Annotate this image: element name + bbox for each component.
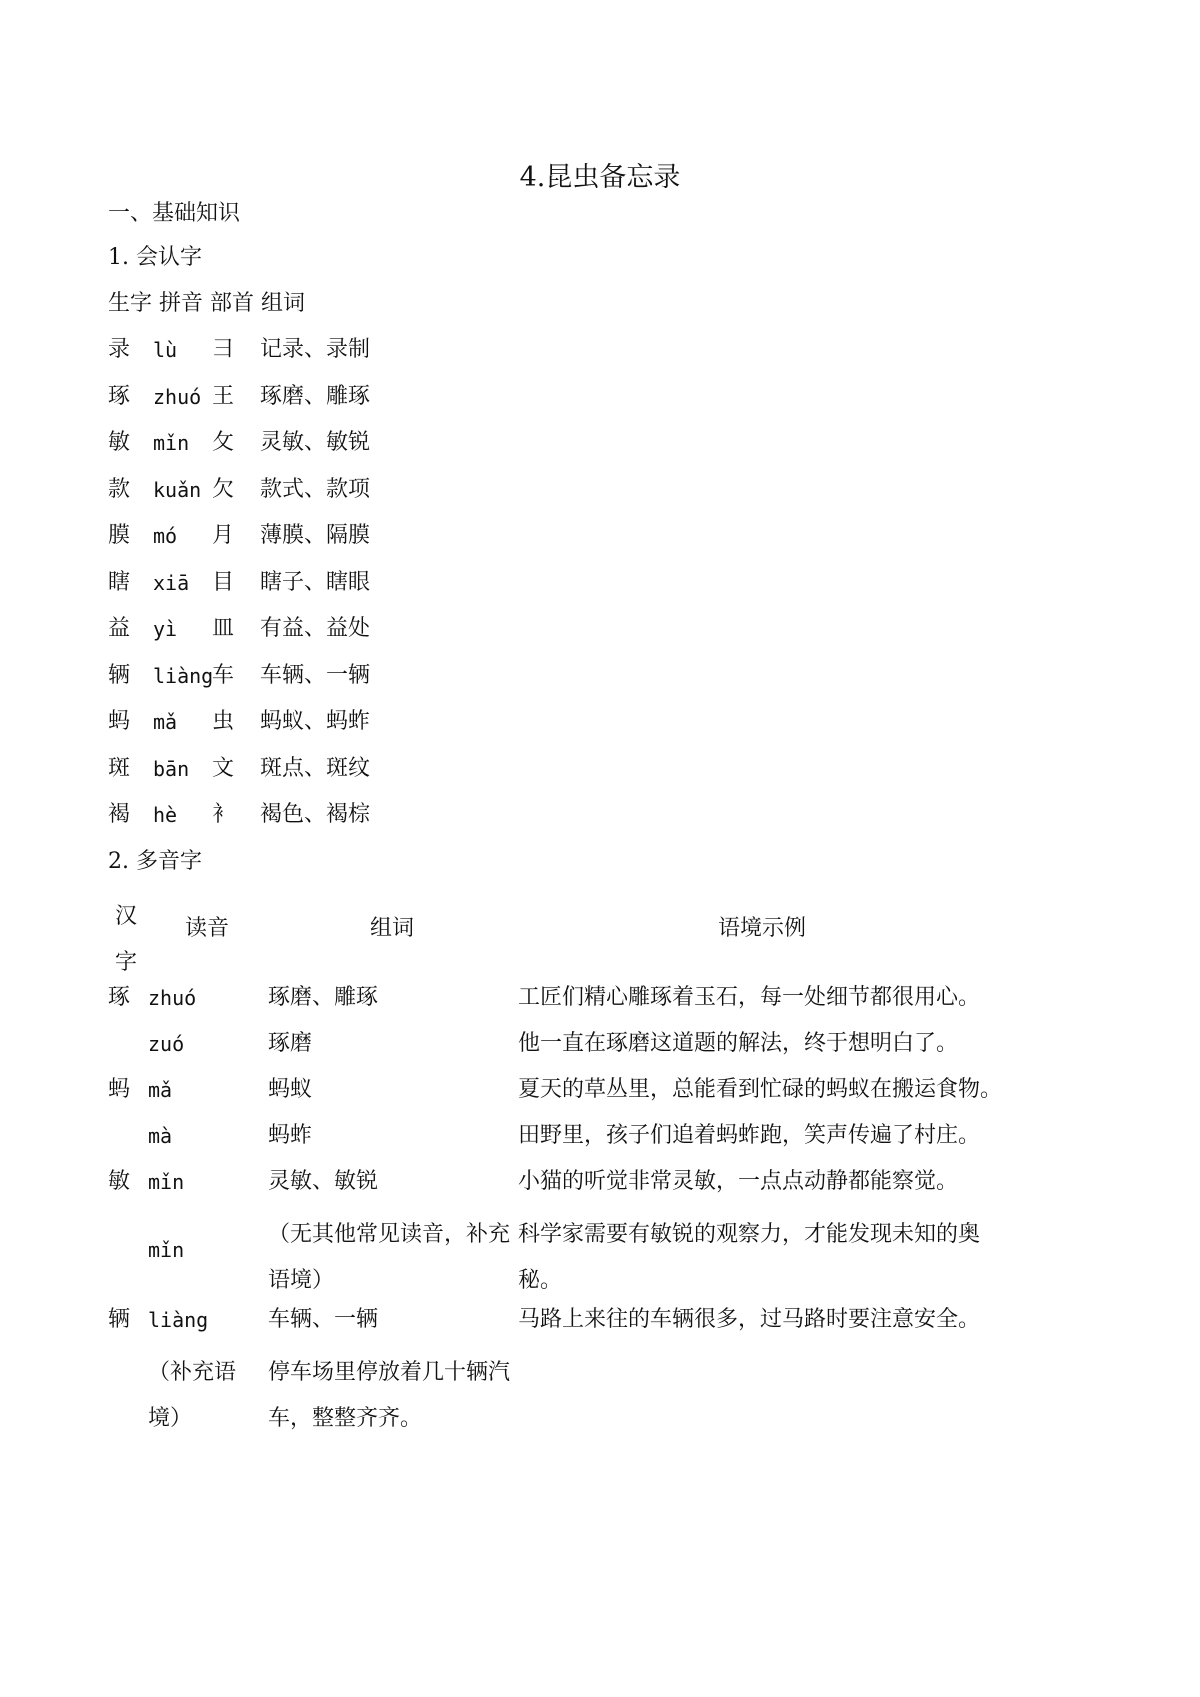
recognize-pinyin: mǎ — [153, 710, 178, 734]
recognize-radical: 车 — [212, 662, 235, 688]
recognize-words: 款式、款项 — [260, 476, 371, 502]
poly-words: 停车场里停放着几十辆汽车，整整齐齐。 — [268, 1360, 511, 1431]
recognize-char: 蚂 — [108, 709, 131, 734]
recognize-words: 斑点、斑纹 — [260, 755, 371, 781]
recognize-radical: 欠 — [212, 476, 235, 502]
poly-reading: mǐn — [148, 1238, 185, 1262]
poly-reading: mǐn — [148, 1170, 185, 1194]
recognize-words: 琢磨、雕琢 — [260, 383, 371, 409]
page-title: 4.昆虫备忘录 — [519, 162, 681, 193]
recognize-pinyin: bān — [153, 756, 190, 781]
recognize-char: 膜 — [108, 523, 131, 548]
recognize-pinyin: hè — [153, 803, 178, 827]
recognize-char: 益 — [108, 616, 131, 641]
recognize-pinyin: liàng — [153, 663, 214, 688]
recognize-radical: 目 — [212, 569, 235, 595]
recognize-pinyin: kuǎn — [153, 477, 202, 502]
recognize-radical: 彐 — [212, 337, 235, 362]
recognize-pinyin: xiā — [153, 570, 190, 595]
recognize-radical: 虫 — [212, 709, 235, 734]
part-heading-recognize: 1. 会认字 — [108, 245, 202, 270]
recognize-words: 记录、录制 — [260, 337, 371, 362]
recognize-header-text: 生字 拼音 部首 组词 — [108, 291, 305, 316]
recognize-char: 敏 — [108, 430, 131, 455]
poly-words: 蚂蚱 — [268, 1123, 313, 1148]
poly-example: 他一直在琢磨这道题的解法，终于想明白了。 — [518, 1031, 959, 1056]
recognize-char: 瞎 — [108, 569, 131, 595]
header-reading: 读音 — [185, 916, 230, 941]
recognize-radical: 皿 — [212, 616, 235, 641]
poly-example: 田野里，孩子们追着蚂蚱跑，笑声传遍了村庄。 — [518, 1123, 981, 1148]
poly-words: 琢磨 — [268, 1031, 313, 1056]
recognize-char: 褐 — [108, 802, 131, 827]
recognize-char: 琢 — [108, 383, 131, 409]
part-heading-polyphonic: 2. 多音字 — [108, 849, 202, 874]
recognize-pinyin: zhuó — [153, 384, 202, 409]
poly-example: 马路上来往的车辆很多，过马路时要注意安全。 — [518, 1307, 981, 1332]
poly-example: 夏天的草丛里，总能看到忙碌的蚂蚁在搬运食物。 — [518, 1077, 1003, 1102]
recognize-words: 有益、益处 — [260, 616, 371, 641]
recognize-pinyin: yì — [153, 617, 178, 641]
recognize-words: 瞎子、瞎眼 — [260, 569, 371, 595]
poly-example: 工匠们精心雕琢着玉石，每一处细节都很用心。 — [518, 985, 981, 1010]
poly-char: 敏 — [108, 1169, 131, 1194]
recognize-char: 辆 — [108, 662, 131, 688]
section-heading: 一、基础知识 — [108, 201, 241, 226]
recognize-radical: 文 — [212, 755, 235, 781]
recognize-char: 款 — [108, 476, 131, 502]
recognize-pinyin: lù — [153, 338, 178, 362]
recognize-radical: 衤 — [212, 802, 235, 827]
poly-example: 科学家需要有敏锐的观察力，才能发现未知的奥秘。 — [518, 1222, 981, 1293]
recognize-char: 录 — [108, 337, 131, 362]
recognize-words: 蚂蚁、蚂蚱 — [260, 709, 371, 734]
poly-words: 灵敏、敏锐 — [268, 1169, 379, 1194]
poly-char: 辆 — [108, 1307, 131, 1332]
recognize-table-header — [108, 288, 305, 320]
poly-reading: mà — [148, 1124, 173, 1148]
header-words: 组词 — [370, 916, 415, 941]
poly-reading: （补充语境） — [148, 1360, 237, 1431]
recognize-words: 灵敏、敏锐 — [260, 430, 371, 455]
recognize-char: 斑 — [108, 755, 131, 781]
recognize-words: 车辆、一辆 — [260, 662, 371, 688]
poly-reading: zhuó — [148, 986, 197, 1010]
header-example: 语境示例 — [718, 916, 807, 941]
recognize-radical: 攵 — [212, 430, 235, 455]
recognize-radical: 月 — [212, 523, 235, 548]
poly-words: （无其他常见读音，补充语境） — [268, 1222, 511, 1293]
poly-reading: mǎ — [148, 1078, 173, 1102]
recognize-pinyin: mó — [153, 524, 178, 548]
header-char: 汉字 — [114, 904, 137, 975]
recognize-pinyin: mǐn — [153, 431, 190, 455]
poly-words: 蚂蚁 — [268, 1077, 313, 1102]
poly-reading: liàng — [148, 1308, 209, 1332]
recognize-words: 薄膜、隔膜 — [260, 523, 371, 548]
poly-char: 蚂 — [108, 1077, 131, 1102]
recognize-radical: 王 — [212, 383, 235, 409]
poly-reading: zuó — [148, 1032, 185, 1056]
poly-char: 琢 — [108, 985, 131, 1010]
poly-words: 琢磨、雕琢 — [268, 985, 379, 1010]
poly-words: 车辆、一辆 — [268, 1307, 379, 1332]
recognize-words: 褐色、褐棕 — [260, 802, 371, 827]
poly-example: 小猫的听觉非常灵敏，一点点动静都能察觉。 — [518, 1169, 959, 1194]
